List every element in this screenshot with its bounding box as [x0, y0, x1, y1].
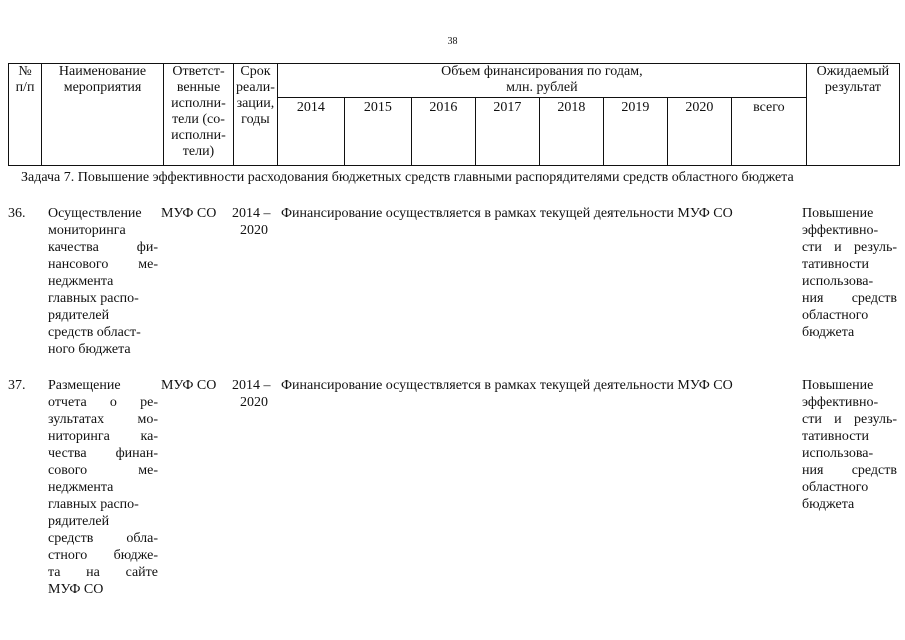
name-line: сового ме-	[48, 463, 158, 478]
header-num-text: № п/п	[15, 64, 35, 95]
row-term-end: 2020	[240, 395, 268, 410]
name-line: главных распо-	[48, 497, 139, 512]
result-line: эффективно-	[802, 395, 879, 410]
name-line: отчета о ре-	[48, 395, 158, 410]
name-line: МУФ СО	[48, 582, 104, 597]
header-result	[806, 64, 899, 166]
row-number: 36.	[8, 206, 26, 221]
header-funding	[277, 64, 806, 98]
result-line: областного	[802, 308, 869, 323]
name-line: главных распо-	[48, 291, 139, 306]
name-line: средств обла-	[48, 531, 158, 546]
row-measure-name	[48, 377, 158, 598]
header-year: 2016	[411, 98, 475, 166]
name-line: ного бюджета	[48, 342, 131, 357]
header-term-line: Срок	[240, 64, 271, 79]
header-name	[42, 64, 164, 166]
row-term-start: 2014 –	[232, 206, 271, 221]
result-line: использова-	[802, 274, 874, 289]
header-num	[9, 64, 42, 166]
result-line: сти и резуль-	[802, 412, 897, 427]
result-line: тативности	[802, 257, 870, 272]
row-term-end: 2020	[240, 223, 268, 238]
header-executor-line: тели)	[182, 144, 215, 159]
name-line: Размещение	[48, 378, 121, 393]
header-term	[234, 64, 278, 166]
header-year-total: всего	[731, 98, 806, 166]
header-funding-line: Объем финансирования по годам,	[441, 64, 643, 79]
header-year: 2020	[667, 98, 731, 166]
name-line: стного бюдже-	[48, 548, 158, 563]
result-line: эффективно-	[802, 223, 879, 238]
name-line: неджмента	[48, 274, 114, 289]
header-name-text: Наименование мероприятия	[58, 64, 147, 95]
result-line: бюджета	[802, 497, 855, 512]
result-line: Повышение	[802, 378, 874, 393]
name-line: мониторинга	[48, 223, 126, 238]
result-line: областного	[802, 480, 869, 495]
name-line: чества финан-	[48, 446, 158, 461]
page-number: 38	[447, 36, 458, 47]
header-year: 2014	[277, 98, 344, 166]
name-line: качества фи-	[48, 240, 158, 255]
name-line: рядителей	[48, 308, 110, 323]
header-year: 2017	[475, 98, 539, 166]
result-line: сти и резуль-	[802, 240, 897, 255]
header-term-line: годы	[241, 112, 270, 127]
header-executor-line: тели (со-	[172, 112, 225, 127]
name-line: средств област-	[48, 325, 141, 340]
name-line: неджмента	[48, 480, 114, 495]
header-year: 2018	[539, 98, 603, 166]
header-term-line: зации,	[236, 96, 275, 111]
result-line: ния средств	[802, 291, 897, 306]
header-table	[8, 63, 900, 166]
name-line: ниторинга ка-	[48, 429, 158, 444]
header-executor-line: венные	[176, 80, 221, 95]
name-line: зультатах мо-	[48, 412, 158, 427]
result-line: бюджета	[802, 325, 855, 340]
row-number: 37.	[8, 378, 26, 393]
header-result-text: Ожидаемый результат	[816, 64, 890, 95]
name-line: та на сайте	[48, 565, 158, 580]
row-financing: Финансирование осуществляется в рамках текущей деятельности МУФ СО	[281, 206, 733, 221]
header-term-line: реали-	[236, 80, 275, 95]
name-line: нансового ме-	[48, 257, 158, 272]
result-line: Повышение	[802, 206, 874, 221]
header-year: 2015	[344, 98, 411, 166]
row-measure-name	[48, 205, 158, 358]
result-line: ния средств	[802, 463, 897, 478]
result-line: тативности	[802, 429, 870, 444]
name-line: рядителей	[48, 514, 110, 529]
task-heading: Задача 7. Повышение эффективности расходования бюджетных средств главными распорядителями средств областного бюджета	[21, 170, 794, 185]
header-executor-line: исполни-	[171, 96, 226, 111]
header-executor	[164, 64, 234, 166]
row-result	[802, 205, 897, 341]
row-financing: Финансирование осуществляется в рамках текущей деятельности МУФ СО	[281, 378, 733, 393]
header-executor-line: исполни-	[171, 128, 226, 143]
header-funding-line: млн. рублей	[506, 80, 578, 95]
result-line: использова-	[802, 446, 874, 461]
row-executor: МУФ СО	[161, 206, 217, 221]
header-executor-line: Ответст-	[172, 64, 225, 79]
row-executor: МУФ СО	[161, 378, 217, 393]
name-line: Осуществление	[48, 206, 142, 221]
row-term-start: 2014 –	[232, 378, 271, 393]
row-result	[802, 377, 897, 513]
header-year: 2019	[603, 98, 667, 166]
